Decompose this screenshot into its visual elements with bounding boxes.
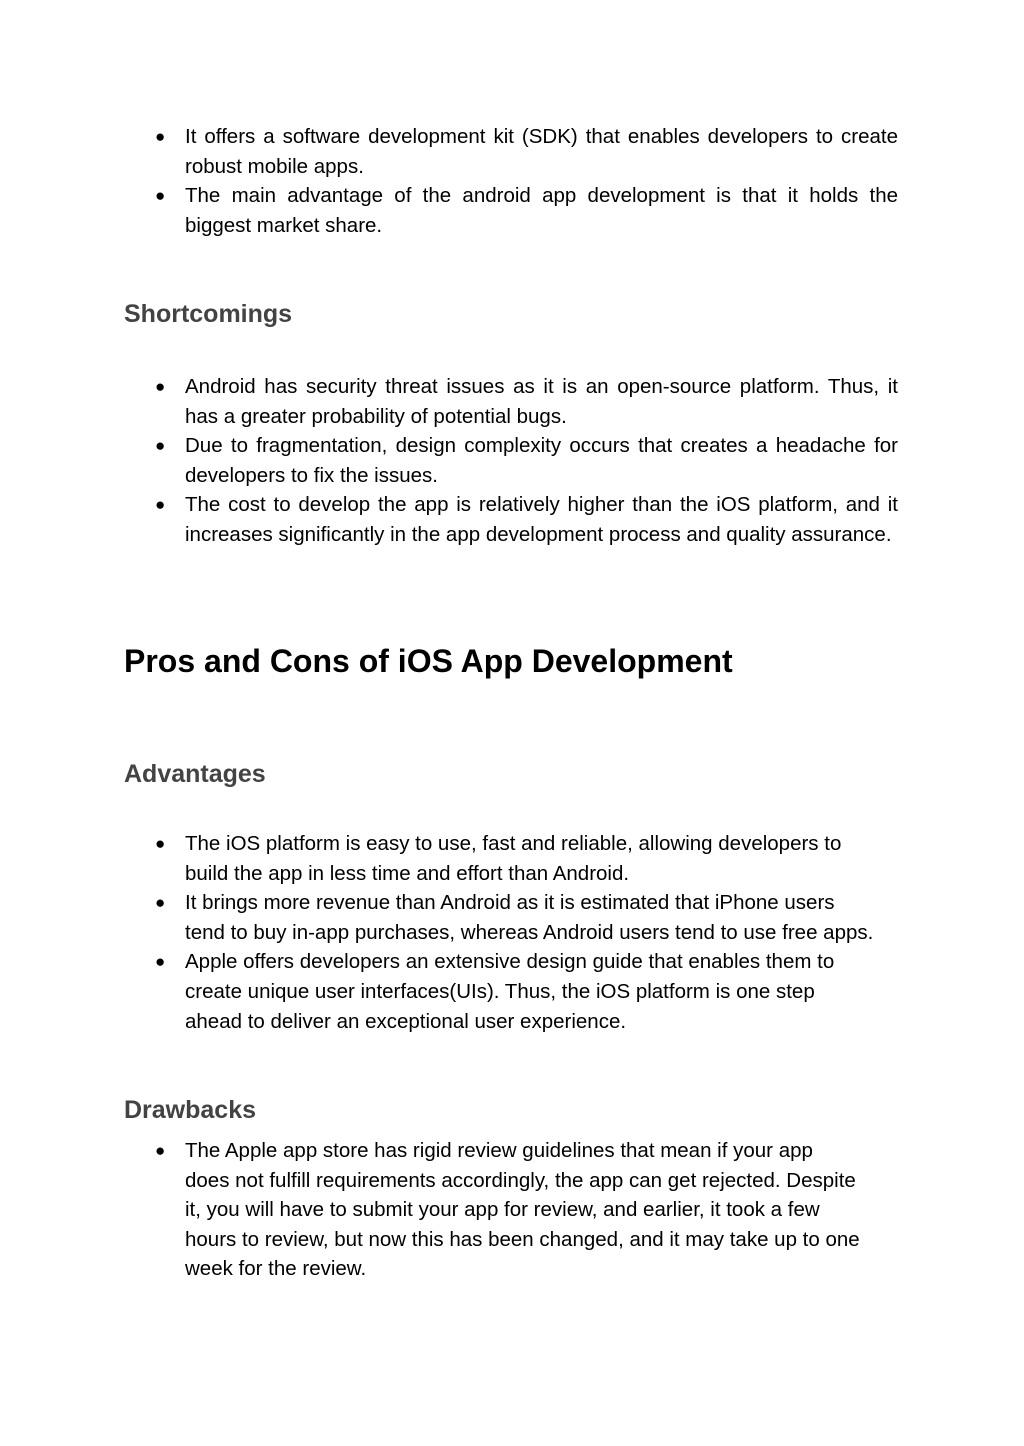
list-item: ● Apple offers developers an extensive design guide that enables them to create unique user interfaces(UIs). Thus, the iOS platform is one step ahead to deliver an exceptional user experience. [155,947,875,1036]
list-item: ● Android has security threat issues as it is an open-source platform. Thus, it has a greater probability of potential bugs. [155,372,898,431]
shortcomings-bullet-list [155,372,898,550]
list-item: ● Due to fragmentation, design complexity occurs that creates a headache for developers to fix the issues. [155,431,898,490]
list-item: ● It offers a software development kit (SDK) that enables developers to create robust mobile apps. [155,122,898,181]
list-item: ● It brings more revenue than Android as it is estimated that iPhone users tend to buy in-app purchases, whereas Android users tend to use free apps. [155,888,875,947]
list-item: ● The Apple app store has rigid review guidelines that mean if your app does not fulfill requirements accordingly, the app can get rejected. Despite it, you will have to submit your app for review, and earlier, it took a few hours to review, but now this has been changed, and it may take up to one week for the review. [155,1136,860,1284]
drawbacks-heading: Drawbacks [124,1096,257,1124]
list-item: ● The cost to develop the app is relatively higher than the iOS platform, and it increases significantly in the app development process and quality assurance. [155,490,898,549]
list-item: ● The iOS platform is easy to use, fast and reliable, allowing developers to build the app in less time and effort than Android. [155,829,875,888]
list-item: ● The main advantage of the android app development is that it holds the biggest market share. [155,181,898,240]
advantages-bullet-list [155,829,875,1036]
intro-bullet-list [155,122,898,240]
shortcomings-heading: Shortcomings [124,300,293,328]
drawbacks-bullet-list [155,1136,860,1284]
advantages-heading: Advantages [124,760,266,788]
ios-section-title: Pros and Cons of iOS App Development [124,643,733,679]
